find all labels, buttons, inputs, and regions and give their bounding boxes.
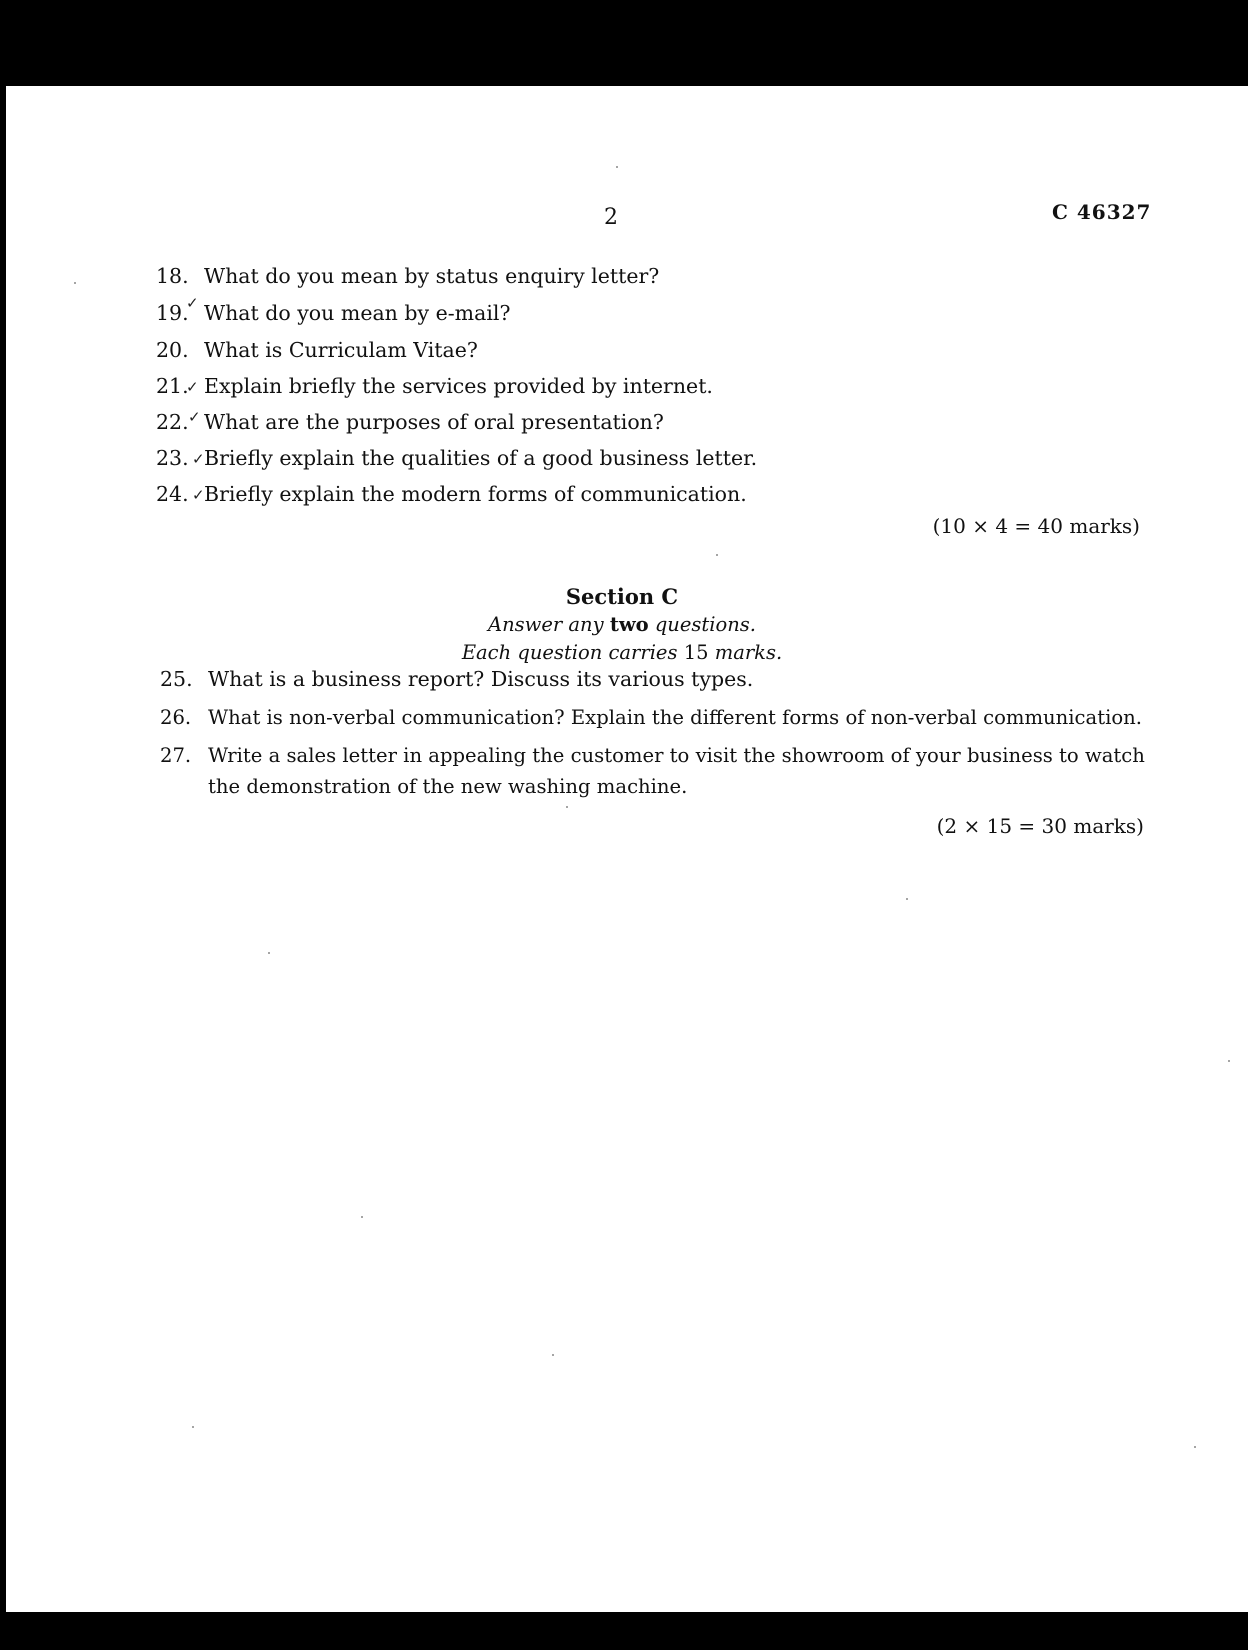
question-20 [156,338,478,362]
question-text: What is Curriculam Vitae? [204,338,478,362]
question-number: 21. [156,374,189,398]
scan-speck [361,1216,363,1218]
instruction-emphasis: two [609,613,649,636]
question-text: Briefly explain the modern forms of communication. [204,482,747,506]
scan-speck [566,806,568,808]
scan-speck [1194,1446,1196,1448]
question-number: 22. [156,410,189,434]
question-text: Explain briefly the services provided by internet. [204,374,713,398]
question-number: 26. [160,706,192,729]
page-number: 2 [604,205,618,230]
section-c-title: Section C [565,584,679,609]
handwritten-tick-mark: ✓ [192,486,205,504]
handwritten-tick-mark: ✓ [188,408,201,426]
question-text: What is non-verbal communication? Explain the different forms of non-verbal communication. [208,706,1142,729]
scan-speck [74,282,76,284]
question-18 [156,264,659,288]
instruction-text: questions. [654,613,756,636]
question-25 [160,667,753,691]
scan-speck [616,166,618,168]
instruction-text: marks. [714,641,783,664]
question-27 [160,744,1145,798]
instruction-number: 15 [683,641,709,664]
question-text: What is a business report? Discuss its various types. [208,667,754,691]
question-number: 20. [156,338,189,362]
instruction-text: Answer any [488,613,604,636]
handwritten-tick-mark: ✓ [192,450,205,468]
question-text: Write a sales letter in appealing the customer to visit the showroom of your business to watch [208,744,1145,767]
scan-speck [552,1354,554,1356]
question-text: Briefly explain the qualities of a good business letter. [204,446,758,470]
question-number: 27. [160,744,192,767]
question-text: What are the purposes of oral presentation? [204,410,664,434]
question-number: 19. [156,301,189,325]
question-number: 25. [160,667,193,691]
section-c-marks: (2 × 15 = 30 marks) [936,814,1144,838]
handwritten-tick-mark: ✓ [186,294,199,312]
question-24 [156,482,747,506]
question-21 [156,374,713,398]
question-19 [156,301,510,325]
scan-speck [716,554,718,556]
section-c-marks-instruction [6,641,1238,664]
question-23 [156,446,757,470]
question-text: What do you mean by e-mail? [204,301,511,325]
question-number: 23. [156,446,189,470]
section-c-instruction [6,613,1238,636]
section-b-marks: (10 × 4 = 40 marks) [932,514,1140,538]
question-22 [156,410,664,434]
scan-speck [268,952,270,954]
question-26 [160,706,1142,729]
scan-speck [1228,1060,1230,1062]
question-number: 18. [156,264,189,288]
scan-speck [192,1426,194,1428]
paper-code: C 46327 [1052,200,1152,224]
question-number: 24. [156,482,189,506]
question-text: What do you mean by status enquiry letter? [204,264,660,288]
scan-speck [906,898,908,900]
instruction-text: Each question carries [461,641,678,664]
question-text-continuation: the demonstration of the new washing machine. [208,775,688,798]
handwritten-tick-mark: ✓ [186,378,199,396]
exam-page [6,86,1248,1612]
